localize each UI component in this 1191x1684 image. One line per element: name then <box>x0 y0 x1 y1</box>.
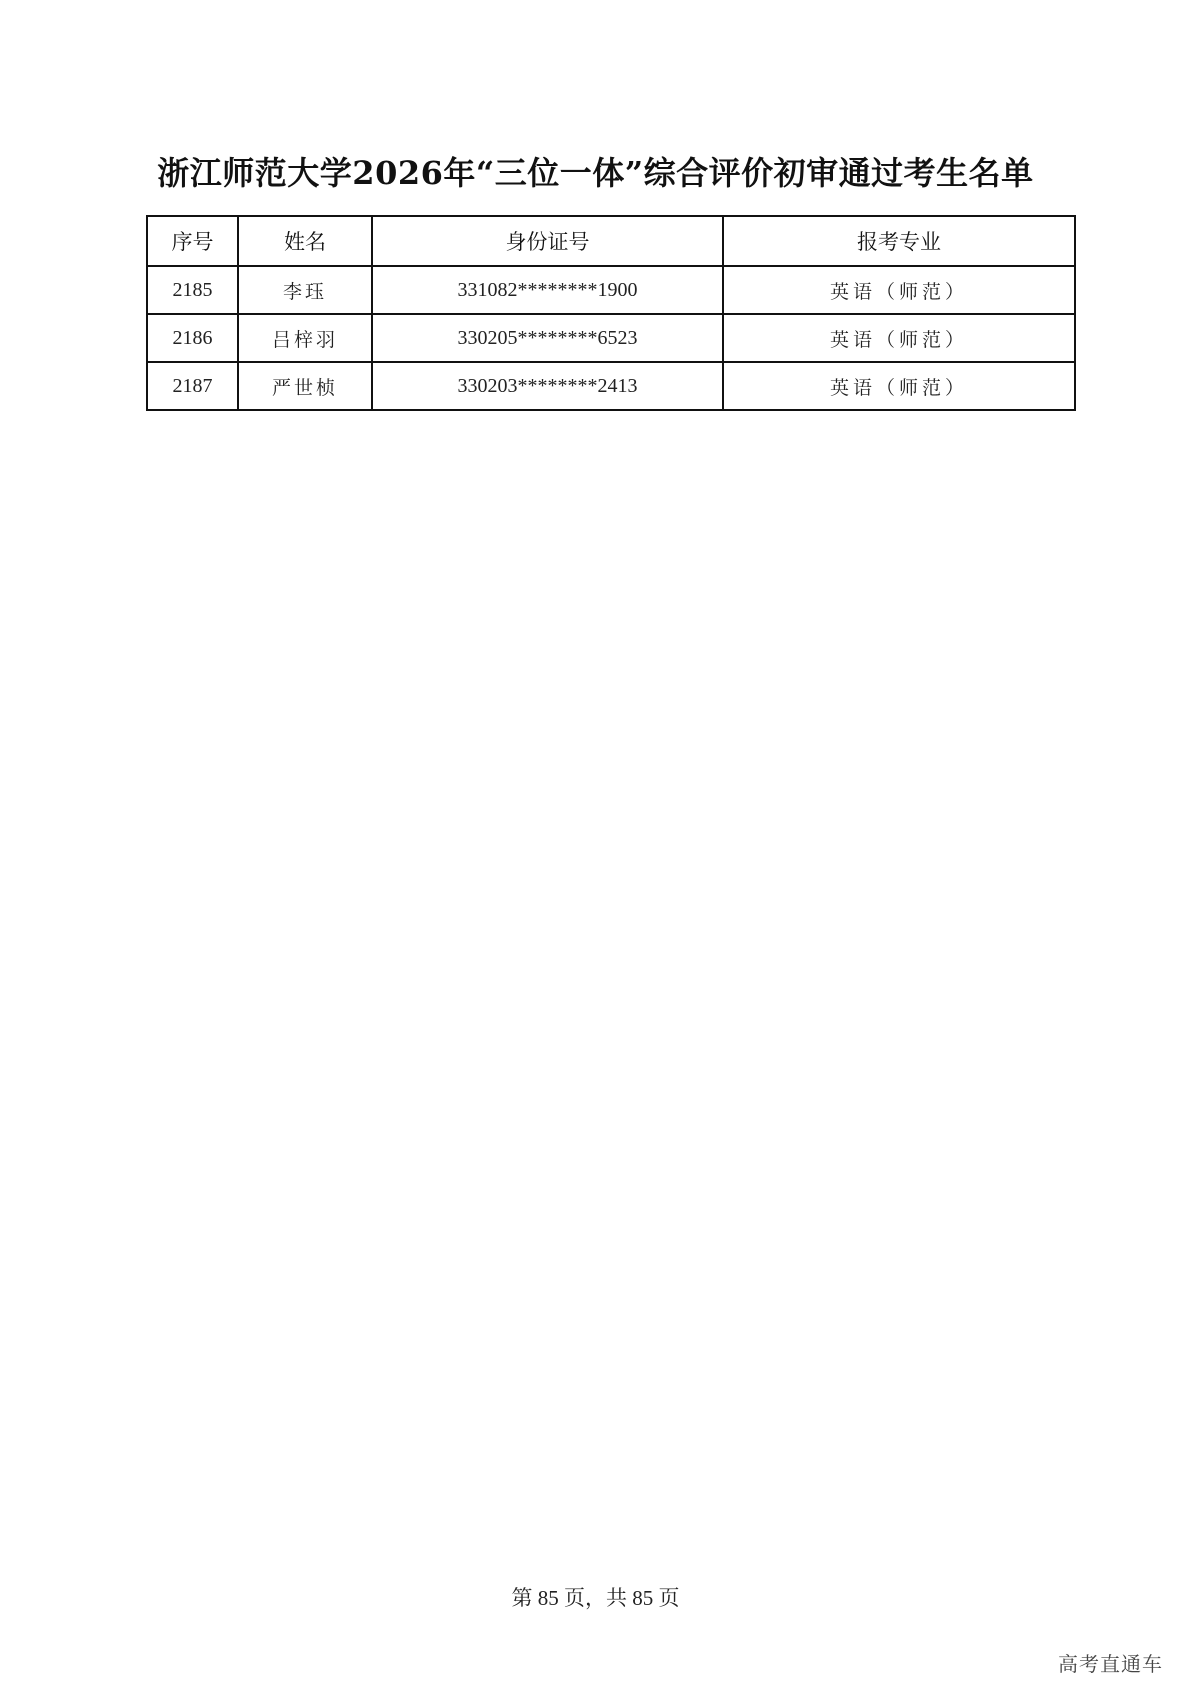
cell-major: 英语（师范） <box>723 266 1075 314</box>
header-major: 报考专业 <box>723 216 1075 266</box>
cell-seq: 2186 <box>147 314 238 362</box>
header-name: 姓名 <box>238 216 372 266</box>
cell-major: 英语（师范） <box>723 362 1075 410</box>
cell-id-number: 331082********1900 <box>372 266 723 314</box>
table-header-row <box>147 216 1075 266</box>
cell-name: 李珏 <box>238 266 372 314</box>
header-id-number: 身份证号 <box>372 216 723 266</box>
candidate-table <box>146 215 1076 411</box>
cell-major: 英语（师范） <box>723 314 1075 362</box>
table-row <box>147 362 1075 410</box>
table-row <box>147 314 1075 362</box>
cell-id-number: 330203********2413 <box>372 362 723 410</box>
watermark: 高考直通车 <box>1058 1652 1163 1676</box>
cell-id-number: 330205********6523 <box>372 314 723 362</box>
cell-seq: 2185 <box>147 266 238 314</box>
table-row <box>147 266 1075 314</box>
cell-name: 严世桢 <box>238 362 372 410</box>
page-title: 浙江师范大学2026年“三位一体”综合评价初审通过考生名单 <box>157 154 1034 192</box>
header-seq: 序号 <box>147 216 238 266</box>
cell-seq: 2187 <box>147 362 238 410</box>
page-number: 第 85 页，共 85 页 <box>511 1586 680 1610</box>
cell-name: 吕梓羽 <box>238 314 372 362</box>
